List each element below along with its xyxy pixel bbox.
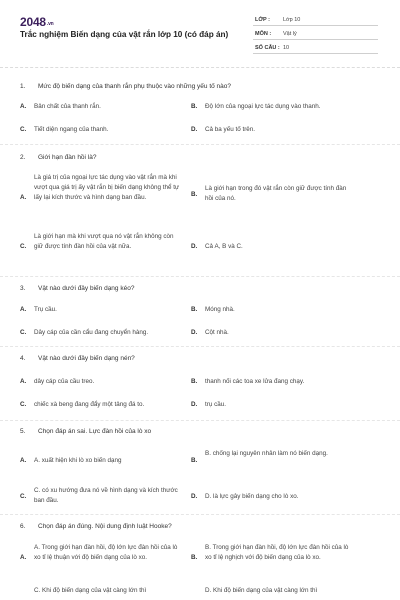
logo-text: 2048: [20, 15, 46, 29]
question-text: 4. Vật nào dưới đây biến dạng nén?: [20, 355, 135, 362]
question-text: 3. Vật nào dưới đây biến dạng kéo?: [20, 285, 135, 292]
meta-key: LỚP :: [255, 17, 270, 23]
question-separator: [0, 346, 400, 347]
question-separator: [0, 514, 400, 515]
meta-value: Lớp 10: [283, 17, 301, 23]
question-separator: [0, 420, 400, 421]
question-separator: [0, 276, 400, 277]
page-header: [0, 0, 400, 62]
logo-domain: .vn: [46, 21, 54, 27]
site-logo[interactable]: [20, 15, 54, 29]
page-title: Trắc nghiệm Biến dạng của vật rắn lớp 10 (có đáp án): [20, 30, 229, 39]
question-separator: [0, 144, 400, 145]
meta-value: 10: [283, 45, 290, 51]
meta-key: SỐ CÂU :: [255, 45, 280, 51]
question-text: 5. Chọn đáp án sai. Lực đàn hồi của lò xo: [20, 428, 152, 435]
meta-class: [253, 14, 378, 26]
meta-subject: [253, 28, 378, 40]
meta-value: Vật lý: [283, 31, 297, 37]
meta-count: [253, 42, 378, 54]
question-text: 6. Chọn đáp án đúng. Nội dung định luật Hooke?: [20, 523, 172, 530]
meta-key: MÔN :: [255, 31, 272, 37]
header-divider: [0, 67, 400, 68]
question-text: 1. Mức độ biến dạng của thanh rắn phụ thuộc vào những yếu tố nào?: [20, 83, 232, 90]
question-text: 2. Giới hạn đàn hồi là?: [20, 154, 97, 161]
